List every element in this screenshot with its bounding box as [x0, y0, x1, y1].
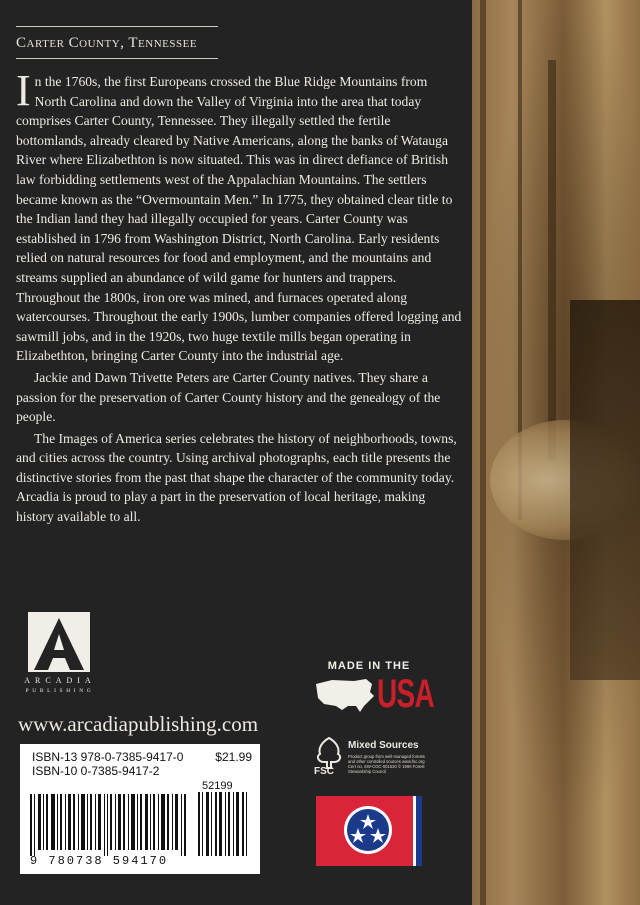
divider	[16, 58, 218, 59]
fsc-mixed-sources: Mixed Sources	[348, 740, 419, 751]
price: $21.99	[215, 750, 252, 764]
isbn-10: ISBN-10 0-7385-9417-2	[32, 764, 160, 778]
cover-photo	[470, 0, 640, 905]
paragraph-intro: In the 1760s, the first Europeans crossed the Blue Ridge Mountains from North Carolina and down the Valley of Virginia into the area that today comprises Carter County, Tennessee. They illegally settled the fertile bottomlands, already cleared by Native Americans, along the banks of Watauga River where Elizabethton is now situated. This was in direct defiance of British law forbidding settlements west of the Appalachian Mountains. The settlers became known as the “Overmountain Men.” In 1775, they obtained clear title to the Indian land they had illegally occupied for years. Carter County was established in 1796 from Washington District, North Carolina. Early residents relied on natural resources for food and employment, and the mountains and streams supplied an abundance of wild game for hunters and trappers. Throughout the 1800s, iron ore was mined, and furnaces operated along watercourses. Throughout the early 1900s, lumber companies offered logging and sawmill jobs, and in the 1920s, two huge textile mills began operating in Elizabethton, bringing Carter County into the industrial age.	[16, 66, 462, 364]
description	[16, 66, 462, 529]
price-barcode-icon	[198, 792, 248, 856]
usa-map-icon	[314, 676, 376, 716]
isbn-13: ISBN-13 978-0-7385-9417-0	[32, 750, 184, 764]
publisher-url[interactable]: www.arcadiapublishing.com	[18, 712, 259, 736]
price-code: 52199	[202, 780, 233, 792]
publisher-name: ARCADIA	[24, 676, 96, 685]
tennessee-flag	[316, 796, 422, 866]
barcode-panel	[20, 744, 260, 874]
star-icon	[347, 809, 389, 851]
locomotive-image	[570, 300, 640, 680]
series-title: Carter County, Tennessee	[16, 35, 198, 51]
fsc-fine-print: Product group from well-managed forests and other controlled sources www.fsc.org Cert no. SW-COC-001530 © 1996 Forest Stewardship Council	[348, 754, 425, 774]
fsc-label: FSC	[314, 766, 334, 777]
divider	[16, 26, 218, 27]
drop-cap: I	[16, 66, 31, 115]
barcode-icon	[30, 794, 188, 856]
barcode-digits: 9 780738 594170	[30, 854, 169, 868]
paragraph-authors: Jackie and Dawn Trivette Peters are Carter County natives. They share a passion for the preservation of Carter County history and the genealogy of the people.	[16, 369, 441, 425]
usa-label: USA	[377, 672, 435, 716]
made-in-label: MADE IN THE	[327, 660, 411, 672]
paragraph-series: The Images of America series celebrates the history of neighborhoods, towns, and cities across the country. Using archival photographs, each title presents the distinctive stories from the past that shape the character of the community today. Arcadia is proud to play a part in the preservation of local heritage, making history available to all.	[16, 430, 457, 525]
publisher-subtitle: PUBLISHING	[25, 688, 95, 694]
